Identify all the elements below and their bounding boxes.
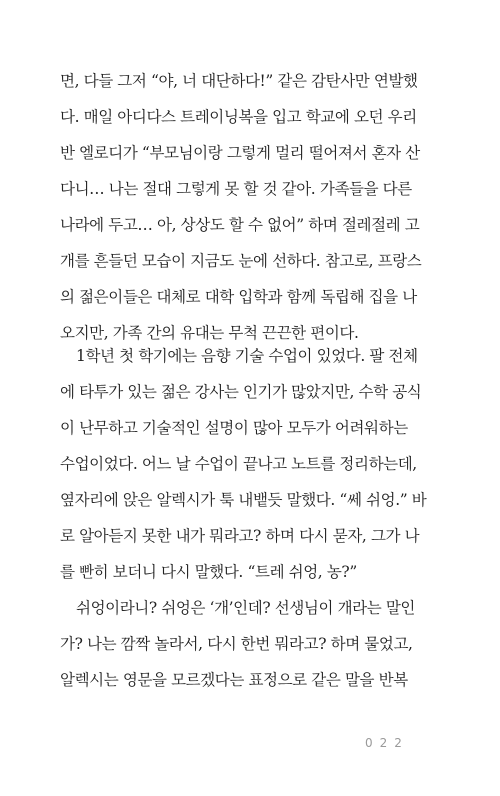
text-line: 1학년 첫 학기에는 음향 기술 수업이 있었다. 팔 전체 <box>76 347 418 365</box>
text-line: 다니… 나는 절대 그렇게 못 할 것 같아. 가족들을 다른 <box>60 180 412 198</box>
text-line: 쉬엉이라니? 쉬엉은 ‘개’인데? 선생님이 개라는 말인 <box>76 599 415 617</box>
text-line: 알렉시는 영문을 모르겠다는 표정으로 같은 말을 반복 <box>60 671 408 689</box>
text-line: 를 빤히 보더니 다시 말했다. “트레 쉬엉, 농?” <box>60 563 357 581</box>
paragraph-2 <box>60 338 442 698</box>
page-number: 022 <box>365 736 409 750</box>
text-line: 이 난무하고 기술적인 설명이 많아 모두가 어려워하는 <box>60 419 408 437</box>
text-line: 다. 매일 아디다스 트레이닝복을 입고 학교에 오던 우리 <box>60 108 417 126</box>
text-line: 가? 나는 깜짝 놀라서, 다시 한번 뭐라고? 하며 물었고, <box>60 635 413 653</box>
text-line: 면, 다들 그저 “야, 너 대단하다!” 같은 감탄사만 연발했 <box>60 72 418 90</box>
text-line: 수업이었다. 어느 날 수업이 끝나고 노트를 정리하는데, <box>60 455 417 473</box>
text-line: 옆자리에 앉은 알렉시가 툭 내뱉듯 말했다. “쎄 쉬엉.” 바 <box>60 491 427 509</box>
text-line: 에 타투가 있는 젊은 강사는 인기가 많았지만, 수학 공식 <box>60 383 422 401</box>
text-line: 나라에 두고… 아, 상상도 할 수 없어” 하며 절레절레 고 <box>60 216 420 234</box>
text-line: 개를 흔들던 모습이 지금도 눈에 선하다. 참고로, 프랑스 <box>60 252 422 270</box>
text-line: 의 젊은이들은 대체로 대학 입학과 함께 독립해 집을 나 <box>60 288 417 306</box>
text-line: 오지만, 가족 간의 유대는 무척 끈끈한 편이다. <box>60 324 359 342</box>
text-line: 반 엘로디가 “부모님이랑 그렇게 멀리 떨어져서 혼자 산 <box>60 144 420 162</box>
paragraph-1 <box>60 63 442 351</box>
text-line: 로 알아듣지 못한 내가 뭐라고? 하며 다시 묻자, 그가 나 <box>60 527 420 545</box>
